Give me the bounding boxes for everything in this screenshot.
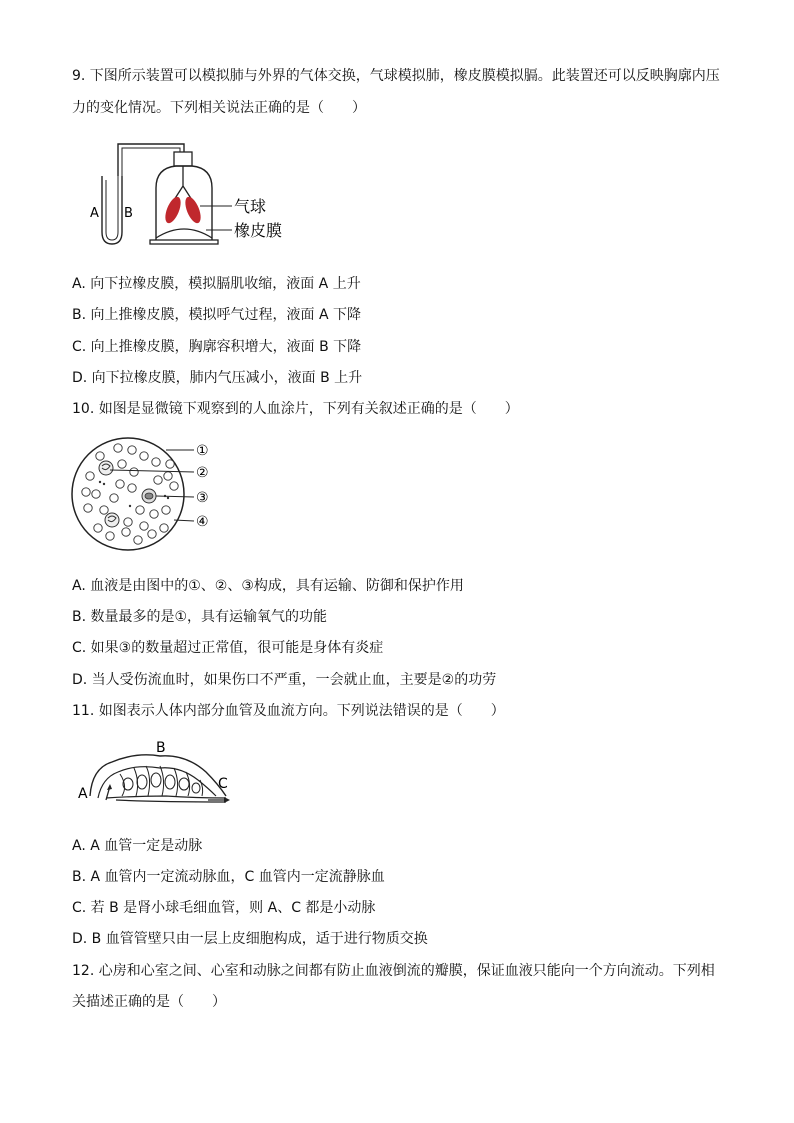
red-blood-cell: [94, 524, 102, 532]
label-3: ③: [196, 490, 209, 506]
q11-option-b: B. A 血管内一定流动脉血，C 血管内一定流静脉血: [72, 869, 385, 885]
q10-option-a: A. 血液是由图中的①、②、③构成，具有运输、防御和保护作用: [72, 578, 464, 594]
red-blood-cell: [122, 528, 130, 536]
q12-stem-line1: 12. 心房和心室之间、心室和动脉之间都有防止血液倒流的瓣膜，保证血液只能向一个方向流动。下列相: [72, 963, 715, 979]
red-blood-cell: [136, 506, 144, 514]
base: [150, 240, 218, 244]
q9-option-c: C. 向上推橡皮膜，胸廓容积增大，液面 B 下降: [72, 339, 362, 355]
red-blood-cell: [86, 472, 94, 480]
red-blood-cell: [148, 530, 156, 538]
q11-option-a: A. A 血管一定是动脉: [72, 838, 203, 854]
white-blood-cell: [105, 513, 119, 527]
red-blood-cell: [140, 452, 148, 460]
red-blood-cell: [84, 504, 92, 512]
label-a: A: [90, 206, 99, 221]
red-blood-cell: [128, 446, 136, 454]
label-b: B: [156, 740, 166, 756]
right-balloon: [182, 195, 204, 225]
red-blood-cell: [96, 452, 104, 460]
label-membrane: 橡皮膜: [234, 221, 283, 240]
red-blood-cell: [130, 468, 138, 476]
capillary-network: [120, 766, 203, 796]
label-b: B: [124, 206, 133, 221]
flow-arrow-icon: [224, 797, 230, 803]
label-a: A: [78, 786, 88, 802]
label-balloon: 气球: [234, 197, 267, 216]
blood-smear-figure: [70, 436, 230, 556]
red-blood-cell: [154, 476, 162, 484]
red-blood-cell: [118, 460, 126, 468]
q10-option-b: B. 数量最多的是①，具有运输氧气的功能: [72, 609, 328, 625]
red-blood-cell: [152, 458, 160, 466]
label-2: ②: [196, 465, 209, 481]
q11-option-c: C. 若 B 是肾小球毛细血管，则 A、C 都是小动脉: [72, 900, 376, 916]
red-blood-cell: [128, 484, 136, 492]
q9-option-d: D. 向下拉橡皮膜，肺内气压减小，液面 B 上升: [72, 370, 363, 386]
red-blood-cell: [164, 472, 172, 480]
q12-stem-line2: 关描述正确的是（ ）: [72, 994, 226, 1010]
red-blood-cell: [82, 488, 90, 496]
q9-stem-line2: 力的变化情况。下列相关说法正确的是（ ）: [72, 100, 366, 116]
red-blood-cell: [134, 536, 142, 544]
red-blood-cell: [116, 480, 124, 488]
red-blood-cell: [166, 460, 174, 468]
label-4: ④: [196, 514, 209, 530]
q11-stem: 11. 如图表示人体内部分血管及血流方向。下列说法错误的是（ ）: [72, 703, 505, 719]
q9-option-b: B. 向上推橡皮膜，模拟呼气过程，液面 A 下降: [72, 307, 361, 323]
blood-vessel-figure: [76, 738, 246, 808]
red-blood-cell: [114, 444, 122, 452]
q10-option-d: D. 当人受伤流血时，如果伤口不严重，一会就止血，主要是②的功劳: [72, 672, 497, 688]
lung-model-figure: [80, 140, 300, 250]
rubber-membrane: [156, 229, 212, 238]
red-blood-cell: [124, 518, 132, 526]
red-blood-cell: [140, 522, 148, 530]
red-blood-cell: [106, 532, 114, 540]
q9-stem-line1: 9. 下图所示装置可以模拟肺与外界的气体交换，气球模拟肺，橡皮膜模拟膈。此装置还可以反映胸廓内压: [72, 68, 720, 84]
red-blood-cell: [100, 506, 108, 514]
red-blood-cell: [162, 506, 170, 514]
label-c: C: [218, 776, 228, 792]
stopper: [174, 152, 192, 166]
white-blood-cell: [99, 461, 113, 475]
q10-stem: 10. 如图是显微镜下观察到的人血涂片，下列有关叙述正确的是（ ）: [72, 401, 519, 417]
q11-option-d: D. B 血管管壁只由一层上皮细胞构成，适于进行物质交换: [72, 931, 428, 947]
red-blood-cell: [150, 510, 158, 518]
u-tube: [102, 176, 122, 244]
label-1: ①: [196, 443, 209, 459]
q10-option-c: C. 如果③的数量超过正常值，很可能是身体有炎症: [72, 640, 384, 656]
red-blood-cell: [160, 524, 168, 532]
q9-option-a: A. 向下拉橡皮膜，模拟膈肌收缩，液面 A 上升: [72, 276, 361, 292]
left-balloon: [162, 195, 184, 225]
red-blood-cell: [92, 490, 100, 498]
red-blood-cell: [110, 494, 118, 502]
red-blood-cell: [170, 482, 178, 490]
